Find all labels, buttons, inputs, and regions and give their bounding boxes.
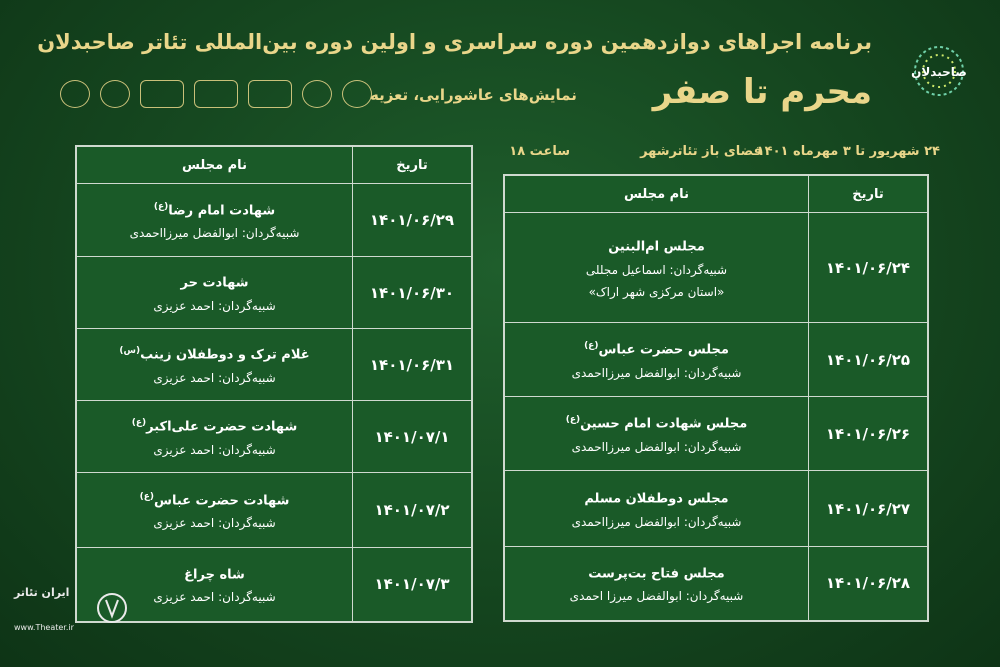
row-date: ۱۴۰۱/۰۷/۱ — [353, 401, 473, 473]
festival-logo — [894, 36, 984, 106]
show-title-text: غلام ترک و دوطفلان زینب — [140, 347, 310, 363]
sponsor-logo-icon — [100, 80, 130, 108]
table-row — [76, 473, 472, 548]
honorific: (ع) — [565, 415, 581, 426]
schedule-table-second-week — [75, 145, 473, 623]
honorific: (ع) — [131, 418, 147, 429]
table-row — [504, 397, 928, 471]
show-title — [89, 340, 340, 366]
row-details — [76, 184, 353, 257]
row-details — [76, 473, 353, 548]
table-header-row — [76, 146, 472, 184]
performer: شبیه‌گردان: ابوالفضل میرزااحمدی — [571, 365, 742, 380]
footer-brand: ایران تئاتر — [14, 586, 70, 599]
table-row — [76, 329, 472, 401]
row-date: ۱۴۰۱/۰۶/۳۱ — [353, 329, 473, 401]
show-title — [517, 484, 796, 510]
festival-subtitle: نمایش‌های عاشورایی، تعزیه — [370, 86, 577, 104]
performer: شبیه‌گردان: احمد عزیزی — [153, 298, 276, 313]
event-time: ساعت ۱۸ — [509, 144, 570, 159]
row-date: ۱۴۰۱/۰۶/۲۶ — [809, 397, 929, 471]
performer: شبیه‌گردان: احمد عزیزی — [153, 516, 276, 531]
row-date: ۱۴۰۱/۰۶/۳۰ — [353, 257, 473, 329]
show-title-text: شهادت امام رضا — [168, 203, 276, 219]
row-details — [76, 329, 353, 401]
row-details — [504, 323, 809, 397]
row-date: ۱۴۰۱/۰۶/۲۴ — [809, 213, 929, 323]
festival-logo-text: صاحبدلان — [911, 65, 967, 79]
performer: شبیه‌گردان: ابوالفضل میرزا احمدی — [569, 589, 744, 604]
row-details — [504, 213, 809, 323]
footer-url: www.Theater.ir — [14, 623, 74, 632]
sponsor-logo-icon — [302, 80, 332, 108]
performer: شبیه‌گردان: احمد عزیزی — [153, 590, 276, 605]
show-title-text: شهادت حضرت عباس — [154, 493, 290, 509]
row-date: ۱۴۰۱/۰۶/۲۵ — [809, 323, 929, 397]
event-venue: فضای باز تئاترشهر — [640, 144, 762, 159]
table-row — [76, 184, 472, 257]
name-column-header: نام مجلس — [76, 146, 353, 184]
row-date: ۱۴۰۱/۰۶/۲۹ — [353, 184, 473, 257]
performer: شبیه‌گردان: اسماعیل مجللی — [585, 262, 728, 277]
performer-note: «استان مرکزی شهر اراک» — [588, 284, 725, 299]
schedule-table-first-week — [503, 174, 929, 622]
performer: شبیه‌گردان: ابوالفضل میرزااحمدی — [571, 439, 742, 454]
table-row — [504, 547, 928, 621]
performer: شبیه‌گردان: احمد عزیزی — [153, 370, 276, 385]
festival-title: محرم تا صفر — [652, 72, 872, 112]
show-title — [517, 559, 796, 585]
show-title — [89, 196, 340, 222]
show-title-text: شهادت حر — [180, 275, 249, 291]
sponsor-logos — [60, 80, 372, 108]
show-title-text: مجلس شهادت امام حسین — [580, 416, 748, 432]
performer: شبیه‌گردان: ابوالفضل میرزااحمدی — [571, 514, 742, 529]
show-title-text: مجلس حضرت عباس — [598, 342, 729, 358]
table-row — [504, 323, 928, 397]
performer: شبیه‌گردان: احمد عزیزی — [153, 442, 276, 457]
honorific: (ع) — [153, 201, 169, 212]
show-title — [517, 232, 796, 258]
date-column-header: تاریخ — [809, 175, 929, 213]
performer: شبیه‌گردان: ابوالفضل میرزااحمدی — [129, 226, 300, 241]
honorific: (ع) — [584, 341, 599, 352]
sponsor-logo-icon — [140, 80, 184, 108]
date-column-header: تاریخ — [353, 146, 473, 184]
table-row — [76, 548, 472, 622]
honorific: (ع) — [139, 491, 154, 502]
show-title-text: مجلس فتاح بت‌پرست — [588, 566, 725, 582]
show-title — [89, 268, 340, 294]
row-details — [504, 547, 809, 621]
table-row — [504, 471, 928, 547]
row-details — [504, 471, 809, 547]
show-title — [517, 335, 796, 361]
show-title-text: شاه چراغ — [184, 567, 245, 583]
table-row — [504, 213, 928, 323]
sponsor-logo-icon — [248, 80, 292, 108]
page-title: برنامه اجراهای دوازدهمین دوره سراسری و اولین دوره بین‌المللی تئاتر صاحبدلان — [37, 30, 872, 54]
row-details — [76, 401, 353, 473]
show-title — [89, 486, 340, 512]
show-title — [517, 409, 796, 435]
honorific: (س) — [119, 346, 141, 357]
row-date: ۱۴۰۱/۰۷/۳ — [353, 548, 473, 622]
show-title-text: شهادت حضرت علی‌اکبر — [146, 419, 298, 435]
row-date: ۱۴۰۱/۰۷/۲ — [353, 473, 473, 548]
sponsor-logo-icon — [194, 80, 238, 108]
row-date: ۱۴۰۱/۰۶/۲۷ — [809, 471, 929, 547]
row-details — [504, 397, 809, 471]
row-date: ۱۴۰۱/۰۶/۲۸ — [809, 547, 929, 621]
event-dates: ۲۴ شهریور تا ۳ مهرماه ۱۴۰۱ — [756, 144, 940, 159]
row-details — [76, 257, 353, 329]
table-header-row — [504, 175, 928, 213]
sponsor-logo-icon — [60, 80, 90, 108]
sponsor-logo-icon — [342, 80, 372, 108]
show-title-text: مجلس دوطفلان مسلم — [584, 491, 729, 507]
table-row — [76, 257, 472, 329]
name-column-header: نام مجلس — [504, 175, 809, 213]
show-title-text: مجلس ام‌البنین — [608, 239, 705, 255]
show-title — [89, 412, 340, 438]
table-row — [76, 401, 472, 473]
event-info — [500, 144, 940, 164]
